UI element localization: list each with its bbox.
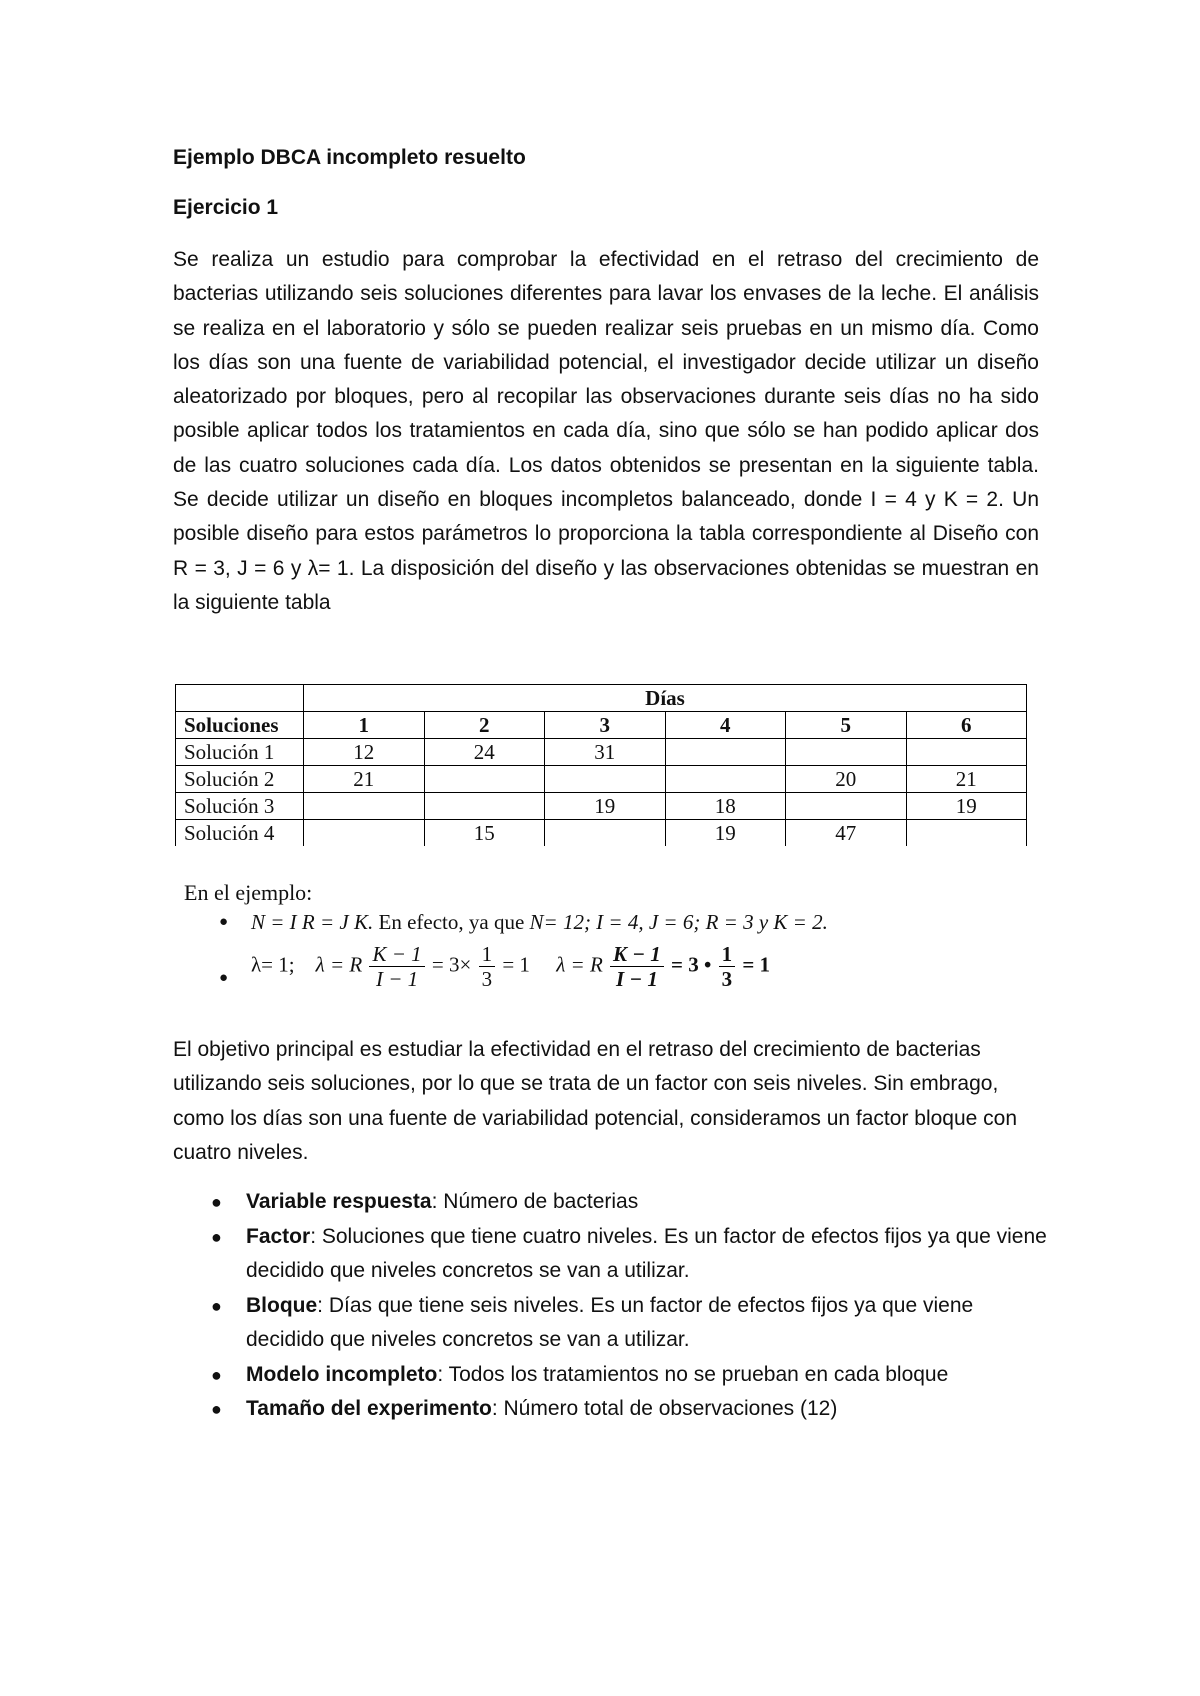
day-header: 3 (545, 712, 666, 739)
term-label: Tamaño del experimento (246, 1397, 492, 1420)
term-label: Variable respuesta (246, 1190, 432, 1213)
table-cell: 15 (424, 820, 545, 847)
formula-result-bold: = 1 (742, 952, 771, 977)
table-row (176, 766, 1027, 793)
table-cell (786, 793, 907, 820)
fraction-denominator: I − 1 (375, 967, 419, 991)
table-cell: 24 (424, 739, 545, 766)
formula-lhs: λ = R (315, 952, 363, 977)
fraction-k-i (369, 942, 424, 991)
bullet-icon: ● (211, 1295, 222, 1316)
fraction-numerator: K − 1 (369, 942, 424, 967)
table-corner-cell (176, 685, 304, 712)
table-cell: 19 (545, 793, 666, 820)
example-line-2 (251, 942, 770, 991)
list-item (173, 1392, 1053, 1427)
row-label: Solución 3 (176, 793, 304, 820)
bullet-icon: ● (211, 1364, 222, 1385)
term-label: Modelo incompleto (246, 1362, 438, 1386)
day-header: 1 (304, 712, 425, 739)
day-header: 2 (424, 712, 545, 739)
table-cell: 19 (665, 820, 786, 847)
fraction-denominator: I − 1 (615, 967, 658, 991)
bullet-icon: ● (211, 1399, 222, 1419)
solutions-header: Soluciones (176, 712, 304, 739)
fraction-k-i-bold (610, 942, 664, 991)
list-item (173, 1358, 1053, 1393)
fraction-numerator: 1 (479, 942, 496, 967)
table-cell (545, 820, 666, 847)
bullet-icon: ● (211, 1226, 222, 1247)
fraction-numerator: K − 1 (610, 942, 664, 967)
day-header: 4 (665, 712, 786, 739)
exercise-heading: Ejercicio 1 (173, 196, 279, 219)
table-cell (906, 820, 1027, 847)
table-row (176, 739, 1027, 766)
table-cell: 21 (906, 766, 1027, 793)
formula-lhs-bold: λ = R (556, 952, 603, 977)
list-item (173, 1220, 1053, 1289)
table-cell (424, 793, 545, 820)
term-text: : Todos los tratamientos no se prueban en cada bloque (437, 1362, 949, 1386)
table-cell (786, 739, 907, 766)
term-label: Bloque (246, 1293, 318, 1317)
formula-times: = 3× (431, 952, 472, 977)
table-cell: 31 (545, 739, 666, 766)
document-title: Ejemplo DBCA incompleto resuelto (173, 146, 526, 169)
table-cell: 12 (304, 739, 425, 766)
lambda-label: λ= 1; (251, 952, 295, 977)
days-group-header: Días (304, 685, 1027, 712)
list-item (173, 1289, 1053, 1358)
day-header: 5 (786, 712, 907, 739)
table-cell (304, 820, 425, 847)
term-text: : Soluciones que tiene cuatro niveles. Es un factor de efectos fijos ya que viene decidido que niveles concretos se van a utilizar. (246, 1224, 1047, 1282)
data-table (175, 684, 1027, 846)
day-header: 6 (906, 712, 1027, 739)
table-row (176, 793, 1027, 820)
table-cell (304, 793, 425, 820)
term-label: Factor (246, 1224, 311, 1248)
table-cell: 20 (786, 766, 907, 793)
definitions-list (173, 1185, 1053, 1427)
row-label: Solución 2 (176, 766, 304, 793)
term-text: : Número de bacterias (431, 1190, 639, 1213)
fraction-one-third (479, 942, 496, 991)
table-cell (906, 739, 1027, 766)
table-cell: 18 (665, 793, 786, 820)
term-text: : Días que tiene seis niveles. Es un factor de efectos fijos ya que viene decidido que niveles concretos se van a utilizar. (246, 1293, 974, 1351)
bullet-icon: ● (219, 914, 229, 930)
row-label: Solución 4 (176, 820, 304, 847)
table-cell: 47 (786, 820, 907, 847)
table-cell: 19 (906, 793, 1027, 820)
bullet-icon: ● (219, 970, 229, 986)
fraction-denominator: 3 (721, 967, 733, 991)
table-row (176, 820, 1027, 847)
fraction-denominator: 3 (481, 967, 493, 991)
bullet-icon: ● (211, 1192, 222, 1212)
table-cell (545, 766, 666, 793)
table-cell (665, 739, 786, 766)
table-header-row (176, 712, 1027, 739)
term-text: : Número total de observaciones (12) (491, 1397, 838, 1420)
table-cell (665, 766, 786, 793)
list-item (173, 1185, 1053, 1220)
formula-values: N= 12; I = 4, J = 6; R = 3 y K = 2. (529, 910, 828, 934)
intro-paragraph: Se realiza un estudio para comprobar la efectividad en el retraso del crecimiento de bacterias utilizando seis soluciones diferentes para lavar los envases de la leche. El análisis se realiza en el laboratorio y sólo se pueden realizar seis pruebas en un mismo día. Como los días son una fuente de variabilidad potencial, el investigador decide utilizar un diseño aleatorizado por bloques, pero al recopilar las observaciones durante seis días no ha sido posible aplicar todos los tratamientos en cada día, sino que sólo se han podido aplicar dos de las cuatro soluciones cada día. Los datos obtenidos se presentan en la siguiente tabla. Se decide utilizar un diseño en bloques incompletos balanceado, donde I = 4 y K = 2. Un posible diseño para estos parámetros lo proporciona la tabla correspondiente al Diseño con R = 3, J = 6 y λ= 1. La disposición del diseño y las observaciones obtenidas se muestran en la siguiente tabla (173, 248, 1039, 614)
fraction-numerator: 1 (719, 942, 736, 967)
example-line-1 (251, 910, 828, 935)
fraction-one-third-bold (719, 942, 736, 991)
table-cell: 21 (304, 766, 425, 793)
example-title: En el ejemplo: (184, 880, 313, 905)
table-cell (424, 766, 545, 793)
formula-times-bold: = 3 • (671, 952, 712, 977)
row-label: Solución 1 (176, 739, 304, 766)
formula-n-ir-jk: N = I R = J K. (251, 910, 374, 934)
objective-paragraph: El objetivo principal es estudiar la efectividad en el retraso del crecimiento de bacterias utilizando seis soluciones, por lo que se trata de un factor con seis niveles. Sin embrago, como los días son una fuente de variabilidad potencial, consideramos un factor bloque con cuatro niveles. (173, 1038, 1018, 1164)
example-line-1-text: En efecto, ya que (378, 910, 525, 934)
formula-result: = 1 (502, 952, 530, 977)
table-group-header-row (176, 685, 1027, 712)
